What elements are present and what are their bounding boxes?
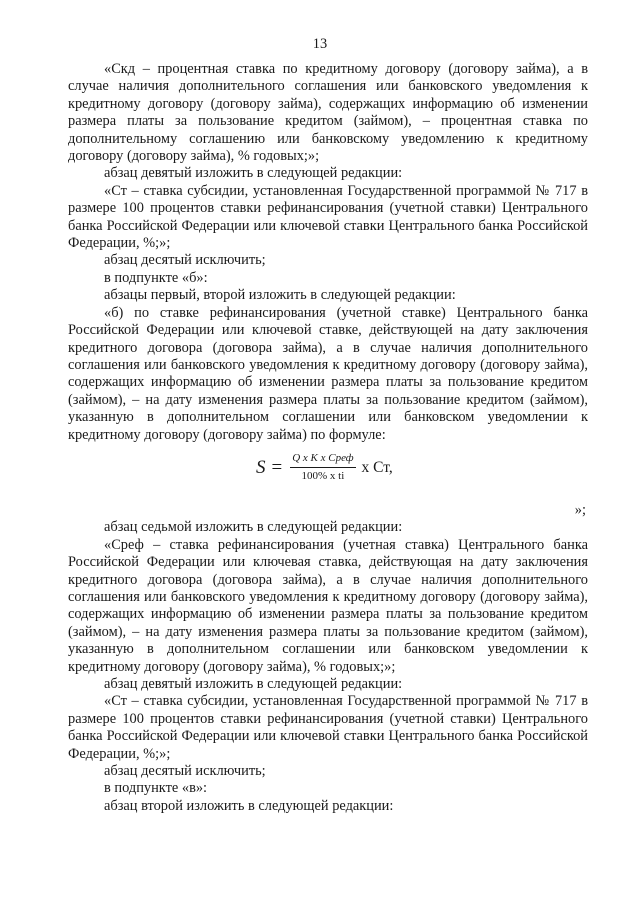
paragraph: абзац девятый изложить в следующей редакции:	[104, 676, 403, 692]
formula	[256, 452, 393, 483]
formula-block	[68, 450, 588, 500]
paragraph: абзац второй изложить в следующей редакции:	[104, 797, 394, 814]
paragraph: «Cкд – процентная ставка по кредитному договору (договору займа), а в случае наличия дополнительного соглашения или банковского уведомления к кредитному договору (договору займа), содержащих информацию об изменении размера платы за пользование кредитом (займом), – процентная ставка по дополнительному соглашению или банковскому уведомлению к кредитному договору (договору займа), % годовых;»;	[68, 61, 588, 165]
formula-equals: =	[271, 456, 283, 478]
formula-numerator: Q x K x Cреф	[290, 452, 355, 468]
paragraph: «Cреф – ставка рефинансирования (учетная ставка) Центрального банка Российской Федерации или ключевая ставка, действующая на дату заключения кредитного договора (договора займа), а в случае наличия дополнительного соглашения или банковского уведомления к кредитному договору (договору займа), содержащих информацию об изменении размера платы за пользование кредитом (займом), – на дату изменения размера платы за пользование кредитом (займом), указанную в дополнительном соглашении или банковском уведомлении к кредитному договору (договору займа), % годовых;»;	[68, 536, 588, 675]
paragraph: «б) по ставке рефинансирования (учетной ставке) Центрального банка Российской Федерации или ключевой ставке, действующей на дату заключения кредитного договора (договора займа), а в случае наличия дополнительного соглашения или банковского уведомления к кредитному договору (договору займа), содержащих информацию об изменении размера платы за пользование кредитом (займом), – на дату изменения размера платы за пользование кредитом (займом), указанную в дополнительном соглашении или банковском уведомлении к кредитному договору (договору займа) по формуле:	[68, 304, 588, 443]
paragraph: абзац седьмой изложить в следующей редакции:	[104, 519, 403, 536]
page-number: 13	[312, 36, 328, 52]
paragraph: абзац девятый изложить в следующей редакции:	[104, 165, 403, 182]
formula-denominator: 100% x ti	[301, 469, 345, 482]
paragraph: в подпункте «в»:	[104, 780, 208, 797]
paragraph: «Ст – ставка субсидии, установленная Государственной программой № 717 в размере 100 процентов ставки рефинансирования (учетной ставки) Центрального банка Российской Федерации или ключевой ставки Центрального банка Российской Федерации, %;»;	[68, 693, 588, 762]
paragraph: абзац десятый исключить;	[104, 252, 266, 269]
paragraph: абзац десятый исключить;	[104, 763, 266, 780]
paragraph: абзацы первый, второй изложить в следующей редакции:	[104, 287, 456, 304]
paragraph: в подпункте «б»:	[104, 269, 208, 286]
closing-quote: »;	[574, 501, 586, 518]
formula-lhs: S	[256, 456, 266, 478]
formula-fraction	[290, 452, 355, 483]
paragraph: «Ст – ставка субсидии, установленная Государственной программой № 717 в размере 100 процентов ставки рефинансирования (учетной ставки) Центрального банка Российской Федерации или ключевой ставки Центрального банка Российской Федерации, %;»;	[68, 182, 588, 252]
document-body	[68, 61, 588, 815]
formula-rest: x Ст,	[361, 458, 393, 476]
